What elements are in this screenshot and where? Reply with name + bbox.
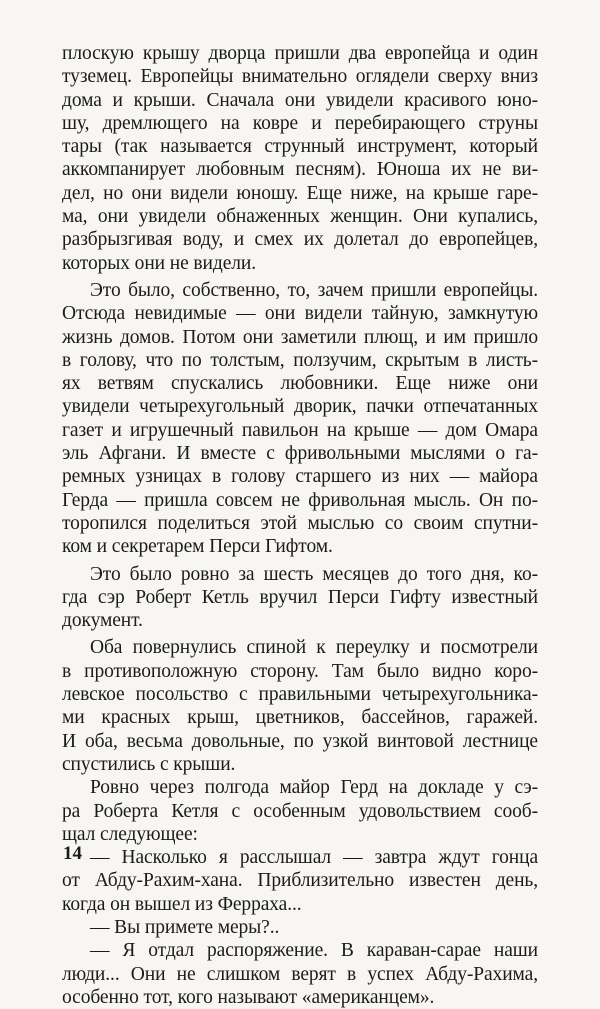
dialogue-line: — Насколько я расслышал — завтра ждут гонца (90, 847, 538, 869)
text-line: тары (так называется струнный инструмент, который (62, 136, 538, 158)
text-line: шу, дремлющего на ковре и перебирающего струны (62, 112, 538, 134)
text-line: торопился поделиться этой мыслью со своим спутни- (62, 512, 538, 534)
body-text (62, 42, 538, 1009)
text-line: разбрызгивая воду, и смех их долетал до европейцев, (62, 229, 538, 251)
text-line: аккомпанирует любовным песням). Юноша их не ви- (62, 159, 538, 181)
text-line: спустились с крыши. (62, 753, 236, 775)
dialogue-line: — Я отдал распоряжение. В караван-сарае наши (90, 940, 538, 962)
text-line: плоскую крышу дворца пришли два европейца и один (62, 43, 538, 64)
text-line: которых они не видели. (62, 252, 256, 274)
text-line: Отсюда невидимые — они видели тайную, замкнутую (62, 303, 538, 325)
text-line: Это было, собственно, то, зачем пришли европейцы. (90, 279, 538, 301)
text-line: Ровно через полгода майор Герд на докладе у сэ- (90, 777, 538, 799)
text-line: ком и секретарем Перси Гифтом. (62, 536, 333, 558)
text-line: в противоположную сторону. Там было видно коро- (62, 660, 538, 682)
text-line: гда сэр Роберт Кетль вручил Перси Гифту известный (62, 586, 538, 608)
text-line: эль Афгани. И вместе с фривольными мыслями о га- (62, 443, 538, 465)
text-line: документ. (62, 610, 143, 632)
text-line: дома и крыши. Сначала они увидели красивого юно- (62, 89, 538, 111)
text-line: туземец. Европейцы внимательно оглядели сверху вниз (62, 66, 538, 88)
text-line: Оба повернулись спиной к переулку и посмотрели (90, 637, 538, 659)
text-line: левское посольство с правильными четырехугольника- (62, 684, 538, 706)
text-line: ма, они увидели обнаженных женщин. Они купались, (62, 206, 538, 228)
text-line: увидели четырехугольный дворик, пачки отпечатанных (62, 396, 538, 418)
text-line: щал следующее: (62, 823, 198, 845)
text-line: жизнь домов. Потом они заметили плющ, и им пришло (62, 326, 538, 348)
dialogue-line: люди... Они не слишком верят в успех Абду-Рахима, (62, 963, 538, 985)
text-line: ях ветвям спускались любовники. Еще ниже они (62, 373, 538, 395)
dialogue-line: когда он вышел из Ферраха... (62, 893, 302, 915)
text-line: Это было ровно за шесть месяцев до того дня, ко- (90, 563, 538, 585)
text-line: дел, но они видели юношу. Еще ниже, на крыше гаре- (62, 182, 538, 204)
dialogue-line: особенно тот, кого называют «американцем». (62, 986, 435, 1008)
text-line: газет и игрушечный павильон на крыше — дом Омара (62, 419, 538, 441)
dialogue-line: от Абду-Рахим-хана. Приблизительно известен день, (62, 870, 538, 892)
text-line: И оба, весьма довольные, по узкой винтовой лестнице (62, 730, 538, 752)
dialogue-line: — Вы примете меры?.. (90, 916, 280, 938)
text-line: ра Роберта Кетля с особенным удовольствием сооб- (62, 800, 538, 822)
text-line: ремных узницах в голову старшего из них — майора (62, 466, 538, 488)
page-number: 14 (63, 843, 82, 864)
text-line: Герда — пришла совсем не фривольная мысль. Он по- (62, 489, 538, 511)
text-line: ми красных крыш, цветников, бассейнов, гаражей. (62, 707, 538, 729)
text-line: в голову, что по толстым, ползучим, скрытым в листь- (62, 349, 538, 371)
